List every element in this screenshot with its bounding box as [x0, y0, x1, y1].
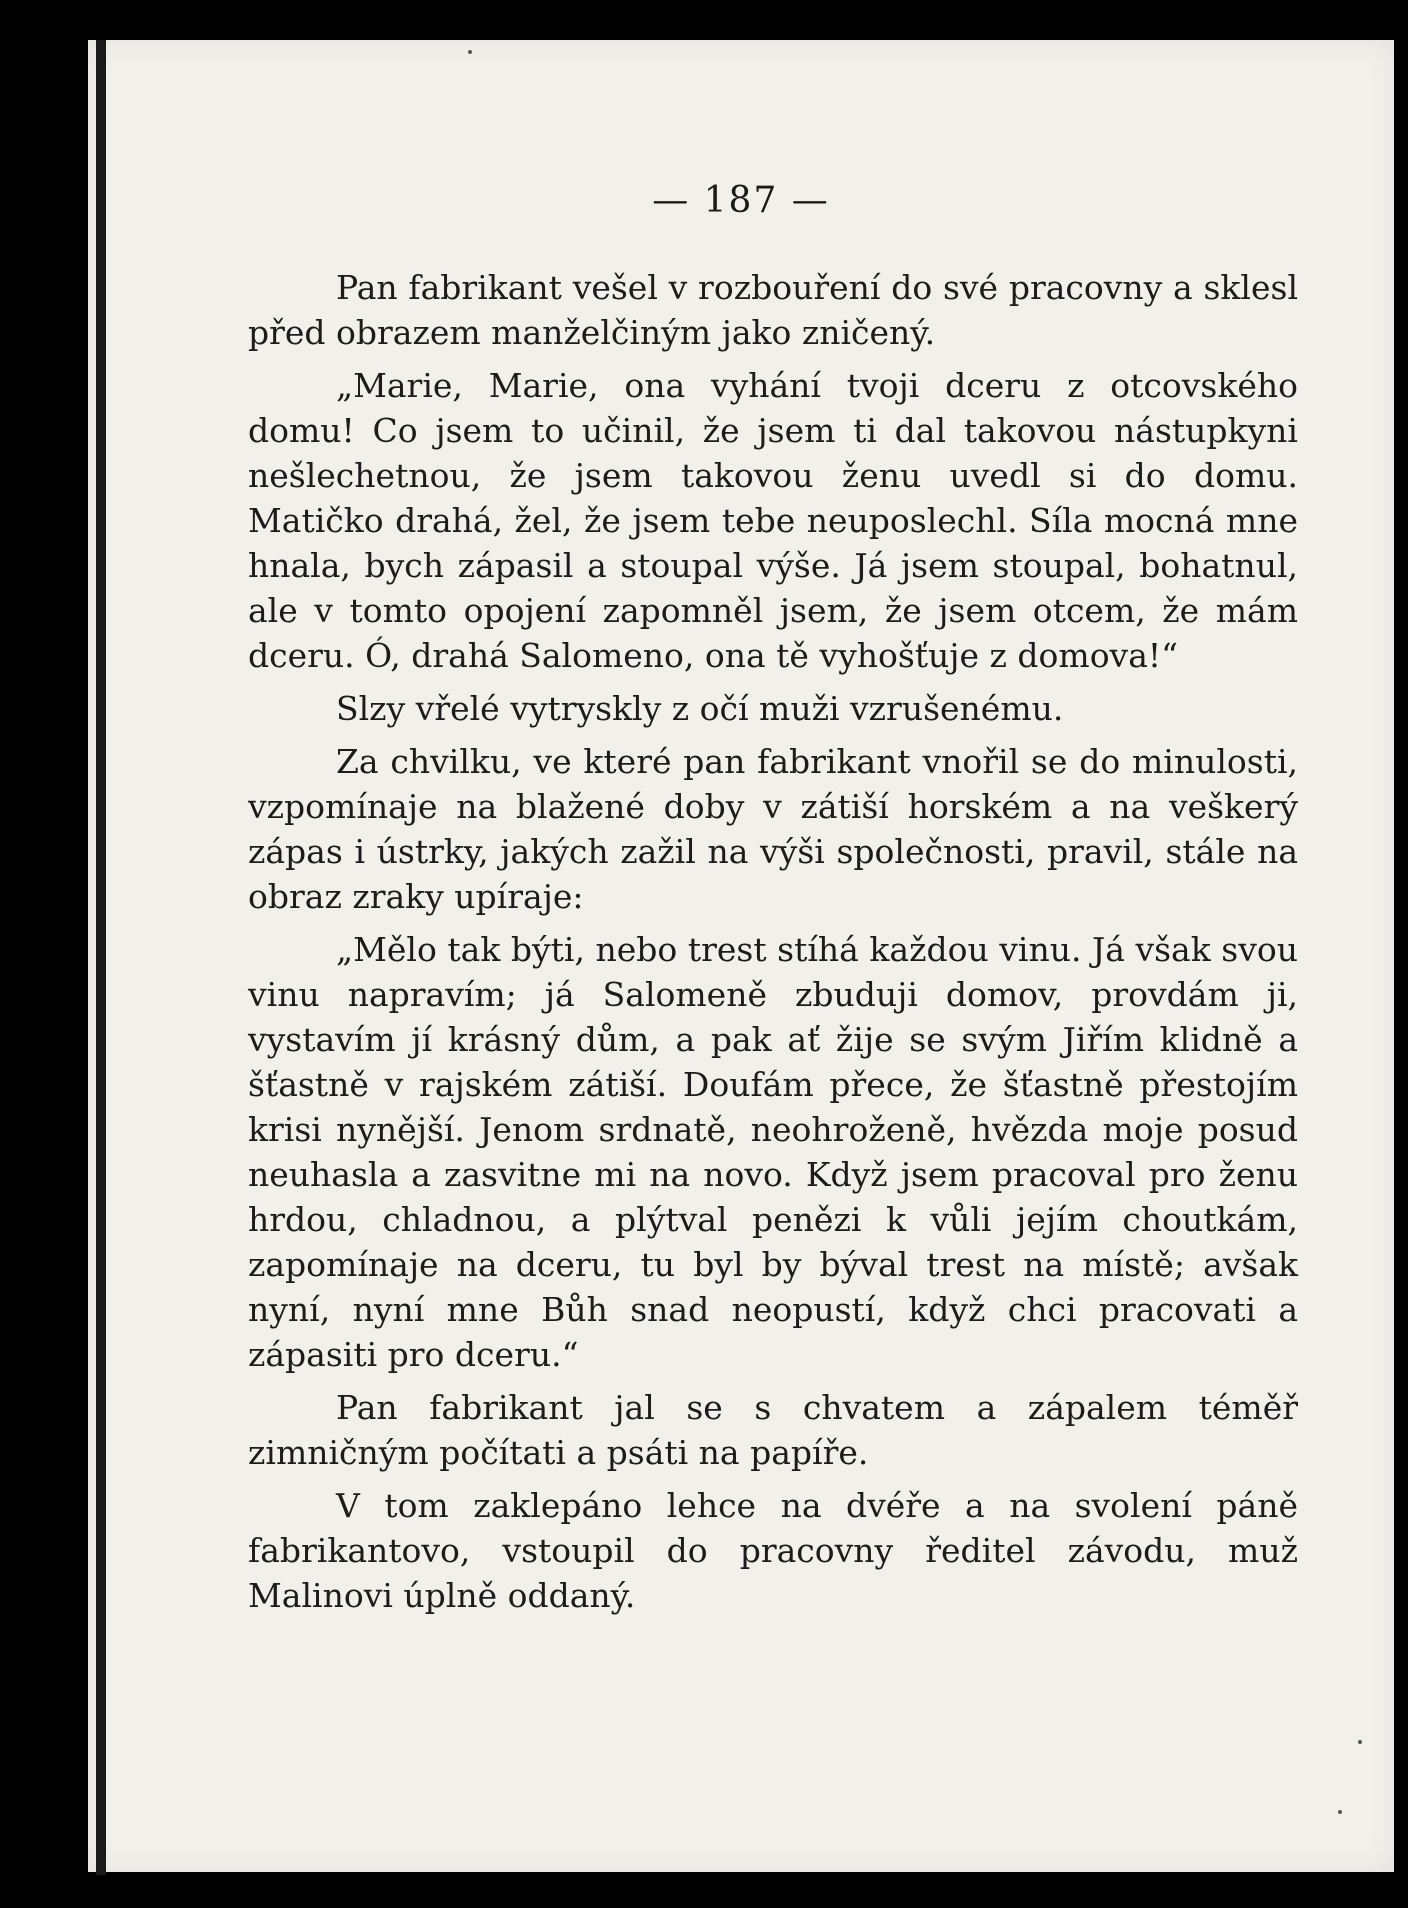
- page-binding-edge: [96, 40, 106, 1875]
- paragraph: „Marie, Marie, ona vyhání tvoji dceru z otcovského domu! Co jsem to učinil, že jsem ti dal takovou nástupkyni nešlechetnou, že jsem takovou ženu uvedl si do domu. Matičko drahá, žel, že jsem tebe neuposlechl. Síla mocná mne hnala, bych zápasil a stoupal výše. Já jsem stoupal, bohatnul, ale v tomto opojení zapomněl jsem, že jsem otcem, že mám dceru. Ó, drahá Salomeno, ona tě vyhošťuje z domova!“: [248, 366, 1298, 675]
- paragraph: V tom zaklepáno lehce na dvéře a na svolení páně fabrikantovo, vstoupil do pracovny ředitel závodu, muž Malinovi úplně oddaný.: [248, 1486, 1298, 1615]
- paragraph: Pan fabrikant jal se s chvatem a zápalem téměř zimničným počítati a psáti na papíře.: [248, 1388, 1298, 1472]
- page-number: — 187 —: [652, 180, 830, 221]
- paper-speck: [468, 50, 472, 54]
- body-text: [248, 265, 1298, 1618]
- paragraph: Pan fabrikant vešel v rozbouření do své pracovny a sklesl před obrazem manželčiným jako zničený.: [248, 268, 1298, 352]
- paper-speck: [1338, 1810, 1342, 1814]
- book-page: [88, 40, 1394, 1872]
- paragraph: Slzy vřelé vytryskly z očí muži vzrušenému.: [336, 689, 1064, 728]
- paper-speck: [1358, 1740, 1362, 1744]
- paragraph: Za chvilku, ve které pan fabrikant vnořil se do minulosti, vzpomínaje na blažené doby v zátiší horském a na veškerý zápas i ústrky, jakých zažil na výši společnosti, pravil, stále na obraz zraky upíraje:: [248, 742, 1298, 916]
- paragraph: „Mělo tak býti, nebo trest stíhá každou vinu. Já však svou vinu napravím; já Salomeně zbuduji domov, provdám ji, vystavím jí krásný dům, a pak ať žije se svým Jiřím klidně a šťastně v rajském zátiší. Doufám přece, že šťastně přestojím krisi nynější. Jenom srdnatě, neohroženě, hvězda moje posud neuhasla a zasvitne mi na novo. Když jsem pracoval pro ženu hrdou, chladnou, a plýtval penězi k vůli jejím choutkám, zapomínaje na dceru, tu byl by býval trest na místě; avšak nyní, nyní mne Bůh snad neopustí, když chci pracovati a zápasiti pro dceru.“: [248, 930, 1298, 1374]
